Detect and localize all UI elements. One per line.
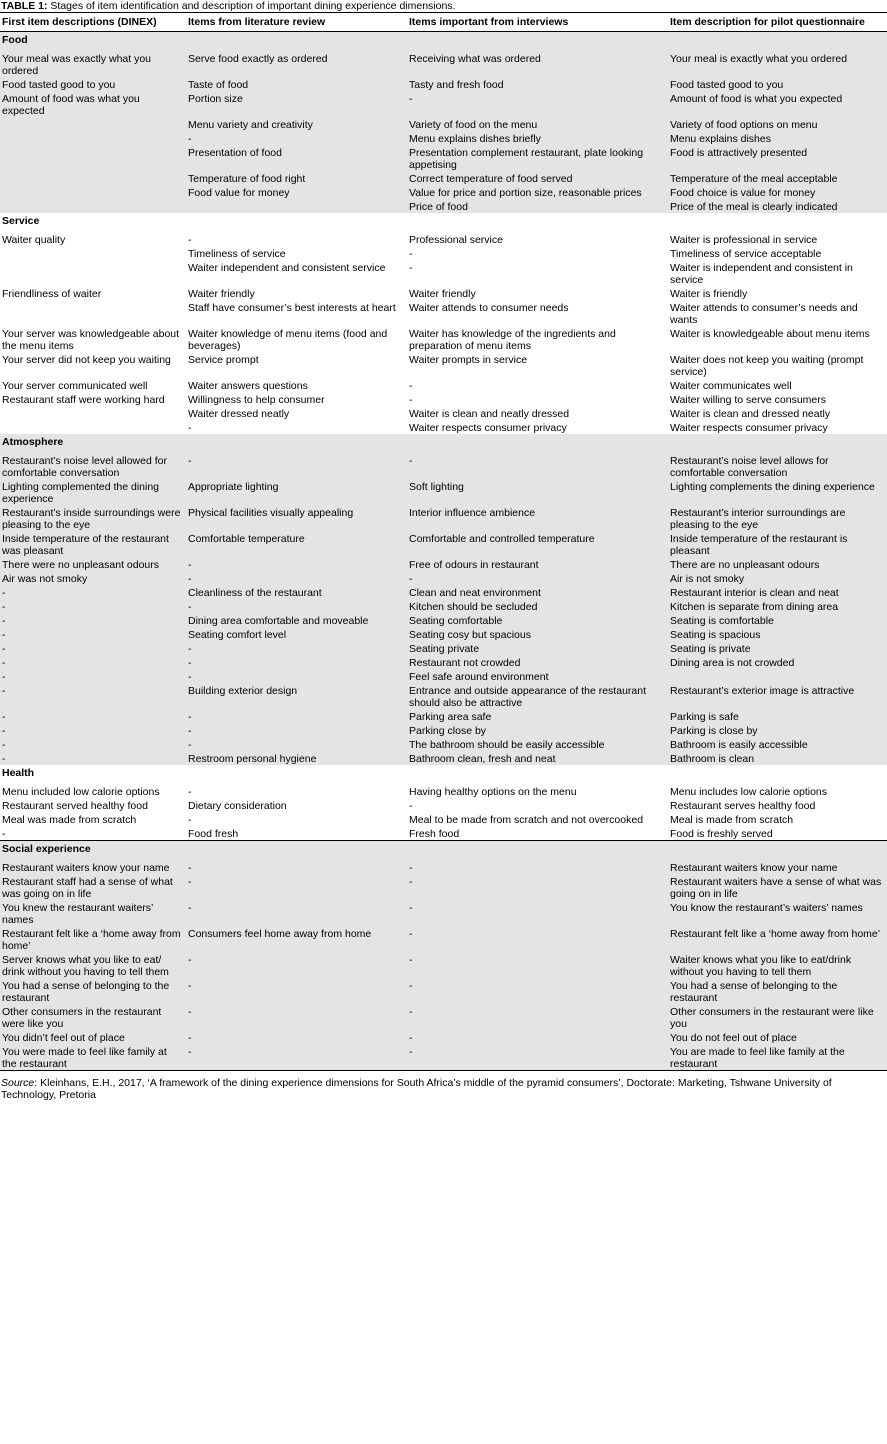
interviews-cell: - — [407, 91, 668, 117]
literature-cell: Seating comfort level — [186, 627, 407, 641]
source-label: Source — [1, 1077, 35, 1089]
section-title: Social experience — [0, 841, 887, 861]
literature-cell: - — [186, 812, 407, 826]
header-interviews: Items important from interviews — [407, 13, 668, 32]
literature-cell: - — [186, 978, 407, 1004]
dinex-cell: Restaurant’s inside surroundings were pleasing to the eye — [0, 505, 186, 531]
pilot-cell: There are no unpleasant odours — [668, 557, 887, 571]
table-row — [0, 260, 887, 286]
dinex-cell: - — [0, 585, 186, 599]
table-row — [0, 737, 887, 751]
literature-cell: Waiter dressed neatly — [186, 406, 407, 420]
literature-cell: Taste of food — [186, 77, 407, 91]
dinex-cell: Other consumers in the restaurant were like you — [0, 1004, 186, 1030]
literature-cell: Food fresh — [186, 826, 407, 841]
interviews-cell: Kitchen should be secluded — [407, 599, 668, 613]
pilot-cell: Variety of food options on menu — [668, 117, 887, 131]
dinex-cell: There were no unpleasant odours — [0, 557, 186, 571]
dinex-cell: - — [0, 655, 186, 669]
pilot-cell: Seating is spacious — [668, 627, 887, 641]
table-row — [0, 627, 887, 641]
interviews-cell: Receiving what was ordered — [407, 51, 668, 77]
dinex-cell — [0, 420, 186, 434]
pilot-cell: Your meal is exactly what you ordered — [668, 51, 887, 77]
table-row — [0, 91, 887, 117]
dinex-cell: - — [0, 627, 186, 641]
interviews-cell: Presentation complement restaurant, plate looking appetising — [407, 145, 668, 171]
interviews-cell: Value for price and portion size, reasonable prices — [407, 185, 668, 199]
literature-cell: Restroom personal hygiene — [186, 751, 407, 765]
dinex-cell: - — [0, 613, 186, 627]
table-row — [0, 669, 887, 683]
dinex-cell: - — [0, 737, 186, 751]
header-literature: Items from literature review — [186, 13, 407, 32]
dinex-cell: Your meal was exactly what you ordered — [0, 51, 186, 77]
table-row — [0, 392, 887, 406]
dinex-cell: Restaurant felt like a ‘home away from home’ — [0, 926, 186, 952]
dinex-cell: Restaurant’s noise level allowed for comfortable conversation — [0, 453, 186, 479]
literature-cell: Waiter independent and consistent service — [186, 260, 407, 286]
table-row — [0, 326, 887, 352]
literature-cell: - — [186, 669, 407, 683]
table-row — [0, 479, 887, 505]
table-row — [0, 571, 887, 585]
table-row — [0, 199, 887, 213]
pilot-cell: Restaurant’s noise level allows for comfortable conversation — [668, 453, 887, 479]
literature-cell: Serve food exactly as ordered — [186, 51, 407, 77]
interviews-cell: Parking area safe — [407, 709, 668, 723]
header-dinex: First item descriptions (DINEX) — [0, 13, 186, 32]
items-table — [0, 12, 887, 1071]
section-title: Service — [0, 213, 887, 232]
pilot-cell: Waiter knows what you like to eat/drink without you having to tell them — [668, 952, 887, 978]
pilot-cell: Food tasted good to you — [668, 77, 887, 91]
table-row — [0, 926, 887, 952]
dinex-cell: Air was not smoky — [0, 571, 186, 585]
literature-cell: - — [186, 641, 407, 655]
table-row — [0, 784, 887, 798]
dinex-cell — [0, 185, 186, 199]
literature-cell: - — [186, 557, 407, 571]
pilot-cell: Parking is close by — [668, 723, 887, 737]
table-row — [0, 531, 887, 557]
pilot-cell: Waiter is professional in service — [668, 232, 887, 246]
interviews-cell: - — [407, 392, 668, 406]
table-row — [0, 406, 887, 420]
interviews-cell: - — [407, 860, 668, 874]
dinex-cell: - — [0, 723, 186, 737]
interviews-cell: Restaurant not crowded — [407, 655, 668, 669]
pilot-cell: Food is attractively presented — [668, 145, 887, 171]
table-row — [0, 585, 887, 599]
literature-cell: - — [186, 571, 407, 585]
literature-cell: - — [186, 1044, 407, 1071]
table-caption — [0, 0, 887, 12]
literature-cell: Building exterior design — [186, 683, 407, 709]
literature-cell — [186, 199, 407, 213]
literature-cell: Service prompt — [186, 352, 407, 378]
table-row — [0, 1030, 887, 1044]
pilot-cell: Dining area is not crowded — [668, 655, 887, 669]
literature-cell: Waiter answers questions — [186, 378, 407, 392]
dinex-cell: Restaurant staff were working hard — [0, 392, 186, 406]
pilot-cell: Inside temperature of the restaurant is pleasant — [668, 531, 887, 557]
literature-cell: - — [186, 952, 407, 978]
dinex-cell: Restaurant staff had a sense of what was going on in life — [0, 874, 186, 900]
dinex-cell — [0, 260, 186, 286]
pilot-cell: Price of the meal is clearly indicated — [668, 199, 887, 213]
literature-cell: Temperature of food right — [186, 171, 407, 185]
table-row — [0, 557, 887, 571]
section-header-row — [0, 213, 887, 232]
pilot-cell: Lighting complements the dining experience — [668, 479, 887, 505]
interviews-cell: Meal to be made from scratch and not overcooked — [407, 812, 668, 826]
pilot-cell: Waiter is knowledgeable about menu items — [668, 326, 887, 352]
pilot-cell: Food choice is value for money — [668, 185, 887, 199]
table-row — [0, 826, 887, 841]
interviews-cell: Entrance and outside appearance of the restaurant should also be attractive — [407, 683, 668, 709]
interviews-cell: Correct temperature of food served — [407, 171, 668, 185]
dinex-cell — [0, 199, 186, 213]
interviews-cell: Variety of food on the menu — [407, 117, 668, 131]
dinex-cell: Inside temperature of the restaurant was pleasant — [0, 531, 186, 557]
literature-cell: Menu variety and creativity — [186, 117, 407, 131]
dinex-cell: Waiter quality — [0, 232, 186, 246]
table-row — [0, 453, 887, 479]
table-row — [0, 1004, 887, 1030]
dinex-cell: You were made to feel like family at the restaurant — [0, 1044, 186, 1071]
interviews-cell: - — [407, 246, 668, 260]
interviews-cell: Seating comfortable — [407, 613, 668, 627]
literature-cell: Consumers feel home away from home — [186, 926, 407, 952]
table-row — [0, 641, 887, 655]
pilot-cell: Waiter is clean and dressed neatly — [668, 406, 887, 420]
section-title: Food — [0, 32, 887, 52]
table-row — [0, 378, 887, 392]
pilot-cell: Air is not smoky — [668, 571, 887, 585]
table-row — [0, 952, 887, 978]
pilot-cell: Waiter attends to consumer’s needs and wants — [668, 300, 887, 326]
literature-cell: Presentation of food — [186, 145, 407, 171]
dinex-cell: - — [0, 599, 186, 613]
interviews-cell: Having healthy options on the menu — [407, 784, 668, 798]
literature-cell: - — [186, 232, 407, 246]
interviews-cell: Soft lighting — [407, 479, 668, 505]
pilot-cell: Menu includes low calorie options — [668, 784, 887, 798]
literature-cell: Willingness to help consumer — [186, 392, 407, 406]
interviews-cell: Fresh food — [407, 826, 668, 841]
caption-label: TABLE 1: — [1, 0, 48, 12]
table-row — [0, 300, 887, 326]
table-row — [0, 246, 887, 260]
interviews-cell: Interior influence ambience — [407, 505, 668, 531]
dinex-cell — [0, 171, 186, 185]
dinex-cell: - — [0, 669, 186, 683]
table-body — [0, 32, 887, 1071]
dinex-cell: You had a sense of belonging to the restaurant — [0, 978, 186, 1004]
section-header-row — [0, 841, 887, 861]
table-row — [0, 613, 887, 627]
source-note — [0, 1071, 887, 1101]
literature-cell: - — [186, 784, 407, 798]
table-row — [0, 77, 887, 91]
table-row — [0, 683, 887, 709]
table-row — [0, 978, 887, 1004]
interviews-cell: - — [407, 926, 668, 952]
interviews-cell: Price of food — [407, 199, 668, 213]
pilot-cell: Restaurant’s exterior image is attractive — [668, 683, 887, 709]
dinex-cell — [0, 246, 186, 260]
table-row — [0, 709, 887, 723]
pilot-cell: Restaurant serves healthy food — [668, 798, 887, 812]
interviews-cell: Menu explains dishes briefly — [407, 131, 668, 145]
literature-cell: Comfortable temperature — [186, 531, 407, 557]
interviews-cell: Feel safe around environment — [407, 669, 668, 683]
table-row — [0, 874, 887, 900]
literature-cell: - — [186, 900, 407, 926]
literature-cell: - — [186, 1030, 407, 1044]
dinex-cell: - — [0, 709, 186, 723]
literature-cell: - — [186, 709, 407, 723]
literature-cell: Cleanliness of the restaurant — [186, 585, 407, 599]
interviews-cell: - — [407, 900, 668, 926]
literature-cell: - — [186, 860, 407, 874]
pilot-cell: Temperature of the meal acceptable — [668, 171, 887, 185]
pilot-cell: You do not feel out of place — [668, 1030, 887, 1044]
interviews-cell: - — [407, 952, 668, 978]
literature-cell: Portion size — [186, 91, 407, 117]
table-row — [0, 655, 887, 669]
dinex-cell: Your server did not keep you waiting — [0, 352, 186, 378]
interviews-cell: Seating cosy but spacious — [407, 627, 668, 641]
table-row — [0, 286, 887, 300]
interviews-cell: Comfortable and controlled temperature — [407, 531, 668, 557]
section-title: Health — [0, 765, 887, 784]
pilot-cell: Restaurant felt like a ‘home away from home’ — [668, 926, 887, 952]
pilot-cell: Food is freshly served — [668, 826, 887, 841]
interviews-cell: - — [407, 453, 668, 479]
dinex-cell: Server knows what you like to eat/ drink without you having to tell them — [0, 952, 186, 978]
pilot-cell: Seating is comfortable — [668, 613, 887, 627]
interviews-cell: Free of odours in restaurant — [407, 557, 668, 571]
literature-cell: Waiter knowledge of menu items (food and beverages) — [186, 326, 407, 352]
interviews-cell: - — [407, 874, 668, 900]
dinex-cell — [0, 131, 186, 145]
table-row — [0, 232, 887, 246]
interviews-cell: Professional service — [407, 232, 668, 246]
dinex-cell: Meal was made from scratch — [0, 812, 186, 826]
pilot-cell: Restaurant interior is clean and neat — [668, 585, 887, 599]
interviews-cell: Waiter is clean and neatly dressed — [407, 406, 668, 420]
pilot-cell — [668, 669, 887, 683]
pilot-cell: Waiter respects consumer privacy — [668, 420, 887, 434]
interviews-cell: Waiter attends to consumer needs — [407, 300, 668, 326]
dinex-cell — [0, 117, 186, 131]
caption-text: Stages of item identification and description of important dining experience dimensions. — [50, 0, 456, 12]
table-row — [0, 171, 887, 185]
interviews-cell: Waiter prompts in service — [407, 352, 668, 378]
literature-cell: - — [186, 723, 407, 737]
table-row — [0, 117, 887, 131]
table-row — [0, 185, 887, 199]
pilot-cell: Waiter is independent and consistent in service — [668, 260, 887, 286]
interviews-cell: Bathroom clean, fresh and neat — [407, 751, 668, 765]
dinex-cell: Friendliness of waiter — [0, 286, 186, 300]
pilot-cell: You had a sense of belonging to the restaurant — [668, 978, 887, 1004]
interviews-cell: - — [407, 1044, 668, 1071]
header-row — [0, 13, 887, 32]
literature-cell: - — [186, 655, 407, 669]
dinex-cell: - — [0, 641, 186, 655]
interviews-cell: The bathroom should be easily accessible — [407, 737, 668, 751]
interviews-cell: Seating private — [407, 641, 668, 655]
pilot-cell: Other consumers in the restaurant were like you — [668, 1004, 887, 1030]
pilot-cell: You know the restaurant’s waiters’ names — [668, 900, 887, 926]
header-pilot: Item description for pilot questionnaire — [668, 13, 887, 32]
pilot-cell: Parking is safe — [668, 709, 887, 723]
pilot-cell: Waiter does not keep you waiting (prompt service) — [668, 352, 887, 378]
literature-cell: - — [186, 453, 407, 479]
literature-cell: Dining area comfortable and moveable — [186, 613, 407, 627]
pilot-cell: Restaurant waiters know your name — [668, 860, 887, 874]
dinex-cell: - — [0, 683, 186, 709]
pilot-cell: Restaurant’s interior surroundings are pleasing to the eye — [668, 505, 887, 531]
table-row — [0, 723, 887, 737]
table-row — [0, 751, 887, 765]
dinex-cell: You didn’t feel out of place — [0, 1030, 186, 1044]
section-header-row — [0, 434, 887, 453]
literature-cell: - — [186, 420, 407, 434]
interviews-cell: Tasty and fresh food — [407, 77, 668, 91]
table-row — [0, 505, 887, 531]
interviews-cell: - — [407, 378, 668, 392]
interviews-cell: - — [407, 260, 668, 286]
pilot-cell: Menu explains dishes — [668, 131, 887, 145]
table-row — [0, 798, 887, 812]
literature-cell: Waiter friendly — [186, 286, 407, 300]
section-title: Atmosphere — [0, 434, 887, 453]
pilot-cell: Bathroom is clean — [668, 751, 887, 765]
literature-cell: Food value for money — [186, 185, 407, 199]
literature-cell: - — [186, 599, 407, 613]
table-row — [0, 131, 887, 145]
literature-cell: - — [186, 1004, 407, 1030]
table-row — [0, 812, 887, 826]
section-header-row — [0, 765, 887, 784]
table-row — [0, 420, 887, 434]
interviews-cell: Parking close by — [407, 723, 668, 737]
table-row — [0, 352, 887, 378]
dinex-cell: Food tasted good to you — [0, 77, 186, 91]
literature-cell: Dietary consideration — [186, 798, 407, 812]
interviews-cell: - — [407, 798, 668, 812]
dinex-cell: - — [0, 826, 186, 841]
pilot-cell: Restaurant waiters have a sense of what was going on in life — [668, 874, 887, 900]
literature-cell: - — [186, 874, 407, 900]
table-row — [0, 900, 887, 926]
pilot-cell: Waiter willing to serve consumers — [668, 392, 887, 406]
literature-cell: Appropriate lighting — [186, 479, 407, 505]
table-row — [0, 1044, 887, 1071]
dinex-cell: Amount of food was what you expected — [0, 91, 186, 117]
dinex-cell: Menu included low calorie options — [0, 784, 186, 798]
interviews-cell: - — [407, 1030, 668, 1044]
pilot-cell: You are made to feel like family at the restaurant — [668, 1044, 887, 1071]
source-text: : Kleinhans, E.H., 2017, ‘A framework of the dining experience dimensions for South Africa’s middle of the pyramid consumers’, Doctorate: Marketing, Tshwane University of Technology, Pretoria — [1, 1077, 832, 1101]
pilot-cell: Seating is private — [668, 641, 887, 655]
pilot-cell: Amount of food is what you expected — [668, 91, 887, 117]
section-header-row — [0, 32, 887, 52]
pilot-cell: Bathroom is easily accessible — [668, 737, 887, 751]
pilot-cell: Waiter is friendly — [668, 286, 887, 300]
dinex-cell: Lighting complemented the dining experience — [0, 479, 186, 505]
interviews-cell: - — [407, 571, 668, 585]
dinex-cell: Restaurant waiters know your name — [0, 860, 186, 874]
table-row — [0, 51, 887, 77]
literature-cell: Timeliness of service — [186, 246, 407, 260]
dinex-cell: Your server was knowledgeable about the menu items — [0, 326, 186, 352]
pilot-cell: Meal is made from scratch — [668, 812, 887, 826]
pilot-cell: Kitchen is separate from dining area — [668, 599, 887, 613]
dinex-cell — [0, 300, 186, 326]
interviews-cell: - — [407, 978, 668, 1004]
dinex-cell — [0, 145, 186, 171]
literature-cell: - — [186, 131, 407, 145]
pilot-cell: Waiter communicates well — [668, 378, 887, 392]
pilot-cell: Timeliness of service acceptable — [668, 246, 887, 260]
table-row — [0, 599, 887, 613]
dinex-cell: Restaurant served healthy food — [0, 798, 186, 812]
dinex-cell: - — [0, 751, 186, 765]
interviews-cell: Waiter friendly — [407, 286, 668, 300]
interviews-cell: - — [407, 1004, 668, 1030]
interviews-cell: Waiter has knowledge of the ingredients and preparation of menu items — [407, 326, 668, 352]
literature-cell: - — [186, 737, 407, 751]
dinex-cell — [0, 406, 186, 420]
interviews-cell: Waiter respects consumer privacy — [407, 420, 668, 434]
dinex-cell: Your server communicated well — [0, 378, 186, 392]
interviews-cell: Clean and neat environment — [407, 585, 668, 599]
table-row — [0, 860, 887, 874]
literature-cell: Physical facilities visually appealing — [186, 505, 407, 531]
dinex-cell: You knew the restaurant waiters’ names — [0, 900, 186, 926]
literature-cell: Staff have consumer’s best interests at heart — [186, 300, 407, 326]
table-row — [0, 145, 887, 171]
